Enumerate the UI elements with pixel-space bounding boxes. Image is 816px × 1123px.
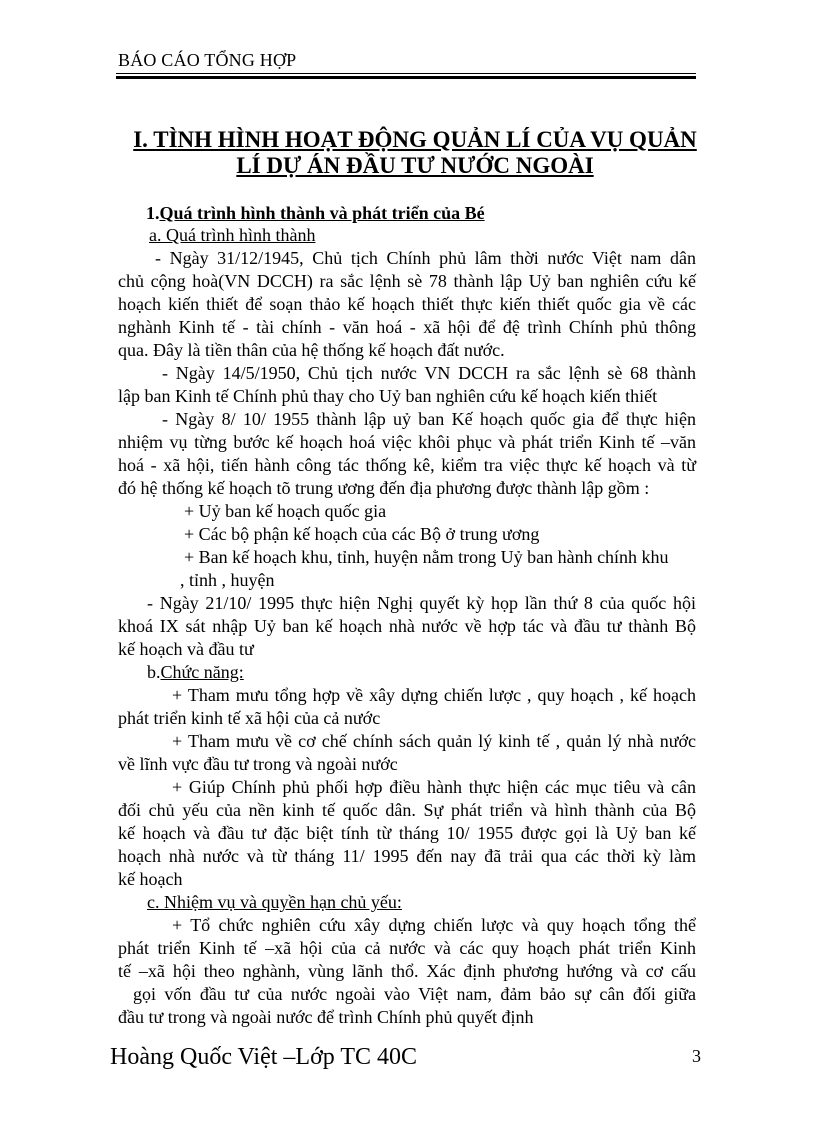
para-1-line: chủ cộng hoà(VN DCCH) ra sắc lệnh sè 78 thành lập Uỷ ban nghiên cứu kế	[118, 271, 696, 291]
para-3-line: - Ngày 8/ 10/ 1955 thành lập uỷ ban Kế hoạch quốc gia để thực hiện	[162, 409, 696, 429]
footer-author: Hoàng Quốc Việt –Lớp TC 40C	[110, 1044, 418, 1070]
para-4-line: - Ngày 21/10/ 1995 thực hiện Nghị quyết kỳ họp lần thứ 8 của quốc hội	[147, 593, 696, 613]
section-1-heading	[146, 202, 485, 224]
sub-b-title: Chức năng:	[160, 662, 244, 682]
section-1-number: 1.	[146, 203, 160, 223]
para-4-line: khoá IX sát nhập Uỷ ban kế hoạch nhà nước về hợp tác và đầu tư thành Bộ	[118, 616, 696, 636]
list-b-line: hoạch nhà nước và từ tháng 11/ 1995 đến nay đã trải qua các thời kỳ làm	[118, 846, 696, 866]
list-b-line: kế hoạch và đầu tư đặc biệt tính từ tháng 10/ 1955 được gọi là Uỷ ban kế	[118, 823, 696, 843]
main-title	[110, 127, 720, 179]
sub-b-heading	[147, 661, 244, 683]
para-2-line: lập ban Kinh tế Chính phủ thay cho Uỷ ban nghiên cứu kế hoạch kiến thiết	[118, 386, 658, 406]
list-c-line: phát triển Kinh tế –xã hội của cả nước và các quy hoạch phát triển Kinh	[118, 938, 696, 958]
list-item-continuation: , tỉnh , huyện	[180, 570, 275, 590]
para-3-line: nhiệm vụ từng bước kế hoạch hoá việc khôi phục và phát triển Kinh tế –văn	[118, 432, 696, 452]
page-number: 3	[692, 1046, 701, 1066]
para-3-line: hoá - xã hội, tiến hành công tác thống kê, kiểm tra việc thực kế hoạch và từ	[118, 455, 696, 475]
list-b-line: + Tham mưu tổng hợp về xây dựng chiến lược , quy hoạch , kế hoạch	[172, 685, 696, 705]
list-item: + Uỷ ban kế hoạch quốc gia	[184, 501, 387, 521]
para-1-line: - Ngày 31/12/1945, Chủ tịch Chính phủ lâm thời nước Việt nam dân	[155, 248, 696, 268]
list-b-line: đối chủ yếu của nền kinh tế quốc dân. Sự phát triển và hình thành của Bộ	[118, 800, 696, 820]
list-b-line: kế hoạch	[118, 869, 183, 889]
list-c-line: tế –xã hội theo nghành, vùng lãnh thổ. Xác định phương hướng và cơ cấu	[118, 961, 696, 981]
para-2-line: - Ngày 14/5/1950, Chủ tịch nước VN DCCH ra sắc lệnh sè 68 thành	[162, 363, 696, 383]
sub-a-heading: a. Quá trình hình thành	[149, 225, 316, 245]
main-title-line-2: LÍ DỰ ÁN ĐẦU TƯ NƯỚC NGOÀI	[236, 153, 594, 178]
para-4-line: kế hoạch và đầu tư	[118, 639, 254, 659]
list-b-line: + Giúp Chính phủ phối hợp điều hành thực hiện các mục tiêu và cân	[172, 777, 696, 797]
list-c-line: gọi vốn đầu tư của nước ngoài vào Việt nam, đảm bảo sự cân đối giữa	[133, 984, 696, 1004]
main-title-line-1: I. TÌNH HÌNH HOẠT ĐỘNG QUẢN LÍ CỦA VỤ QUẢN	[133, 127, 697, 152]
header-rule-thin	[116, 73, 696, 74]
para-1-line: nghành Kinh tế - tài chính - văn hoá - xã hội để đệ trình Chính phủ thông	[118, 317, 696, 337]
list-item: + Các bộ phận kế hoạch của các Bộ ở trung ương	[184, 524, 540, 544]
list-b-line: + Tham mưu về cơ chế chính sách quản lý kinh tế , quản lý nhà nước	[172, 731, 696, 751]
list-c-line: đầu tư trong và ngoài nước để trình Chính phủ quyết định	[118, 1007, 534, 1027]
sub-c-heading: c. Nhiệm vụ và quyền hạn chủ yếu:	[147, 892, 402, 912]
para-1-line: qua. Đây là tiền thân của hệ thống kế hoạch đất nước.	[118, 340, 505, 360]
header-title: BÁO CÁO TỔNG HỢP	[118, 50, 297, 70]
sub-b-prefix: b.	[147, 662, 161, 682]
section-1-title: Quá trình hình thành và phát triển của Bé	[159, 203, 485, 223]
para-1-line: hoạch kiến thiết để soạn thảo kế hoạch thiết thực kiến thiết quốc gia về các	[118, 294, 696, 314]
header-rule-thick	[116, 76, 696, 79]
para-3-line: đó hệ thống kế hoạch tõ trung ương đến địa phương được thành lập gồm :	[118, 478, 650, 498]
list-b-line: phát triển kinh tế xã hội của cả nước	[118, 708, 381, 728]
list-c-line: + Tổ chức nghiên cứu xây dựng chiến lược và quy hoạch tổng thể	[172, 915, 696, 935]
list-item: + Ban kế hoạch khu, tỉnh, huyện nằm trong Uỷ ban hành chính khu	[184, 547, 669, 567]
list-b-line: về lĩnh vực đầu tư trong và ngoài nước	[118, 754, 398, 774]
